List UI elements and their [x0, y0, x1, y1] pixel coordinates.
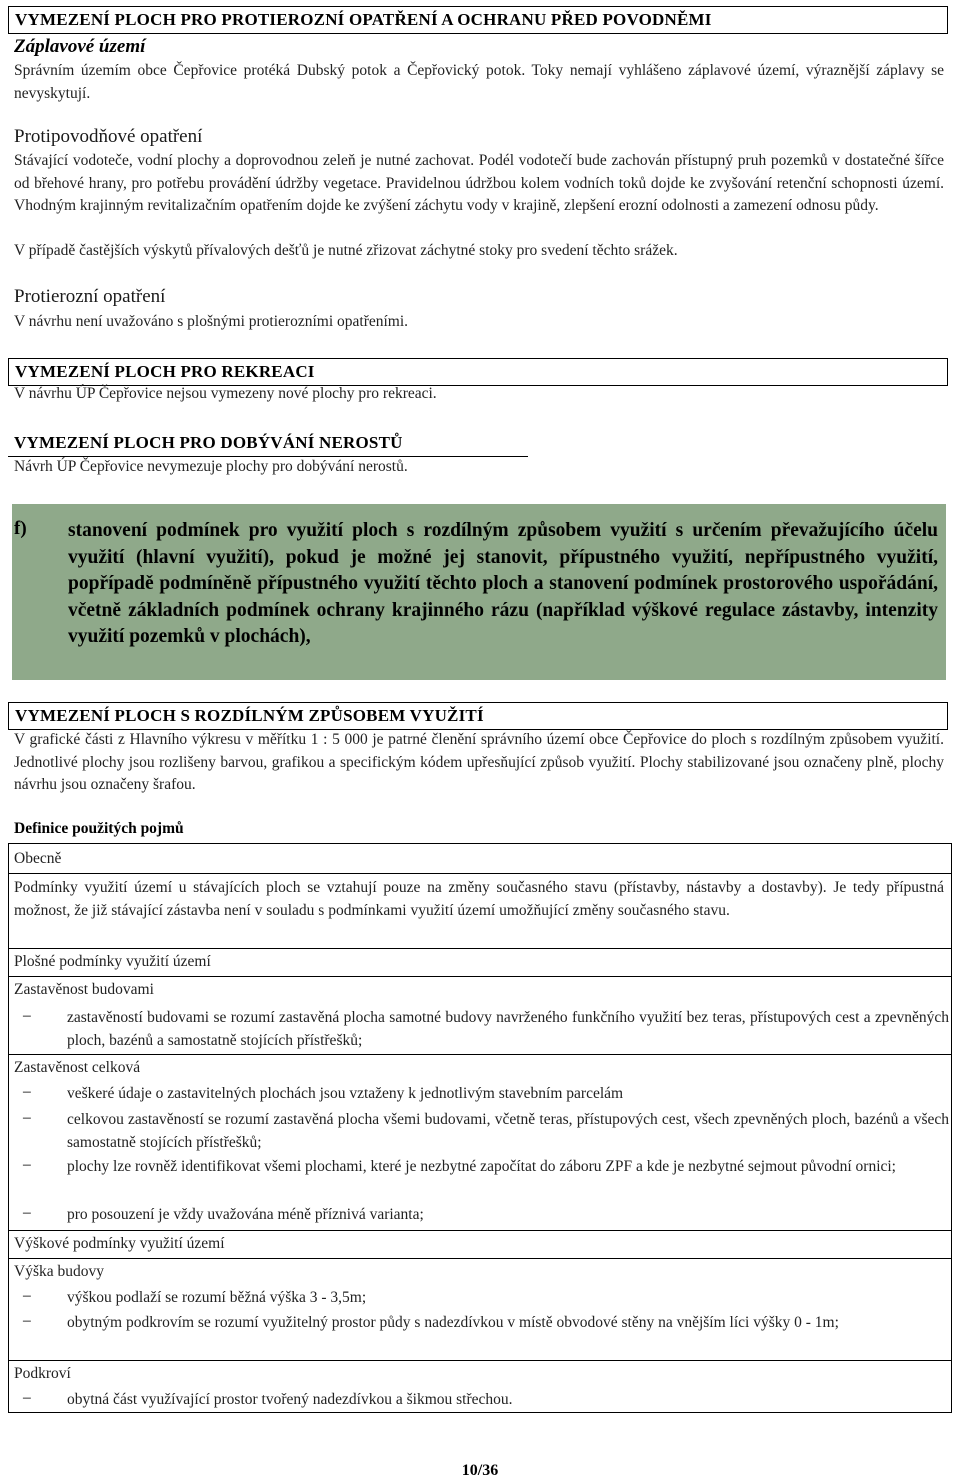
item-zastavenost-celkova: plochy lze rovněž identifikovat všemi plochami, které je nezbytné započítat do záboru ZPF a kde je nezbytné sejmout původní ornici;: [67, 1158, 896, 1175]
divider: [9, 873, 951, 874]
bullet-dash: –: [23, 1389, 31, 1406]
section-f-text: stanovení podmínek pro využití ploch s rozdílným způsobem využití s určením převažujícího účelu využití (hlavní využití), pokud je možné jej stanovit, přípustného využití, nepřípustného využití, popřípadě podmíněně přípustného využití těchto ploch a stanovení podmínek prostorového uspořádání, včetně základních podmínek ochrany krajinného rázu (například výškové regulace zástavby, intenzity využití pozemků v plochách),: [68, 520, 938, 647]
title-zaplavove: Záplavové území: [14, 36, 146, 57]
divider: [9, 1230, 951, 1231]
definitions-table: [8, 843, 952, 1413]
section-f-mark: f): [14, 518, 27, 539]
label-vyskove: Výškové podmínky využití území: [14, 1235, 225, 1252]
bullet-dash: –: [23, 1204, 31, 1221]
divider: [9, 1360, 951, 1361]
bullet-dash: –: [23, 1312, 31, 1329]
label-obecne: Obecně: [14, 850, 62, 867]
item-vyska: obytným podkrovím se rozumí využitelný prostor půdy s nadezdívkou v místě obvodové stěny na vnějším líci výšky 0 - 1m;: [67, 1314, 839, 1331]
text-nerosty: Návrh ÚP Čepřovice nevymezuje plochy pro dobývání nerostů.: [14, 458, 408, 475]
text-protipovodnove-2: V případě častějších výskytů přívalových dešťů je nutné zřizovat záchytné stoky pro svedení těchto srážek.: [14, 242, 678, 259]
item-zastavenost-celkova: veškeré údaje o zastavitelných plochách jsou vztaženy k jednotlivým stavebním parcelám: [67, 1085, 624, 1102]
text-rekreace: V návrhu ÚP Čepřovice nejsou vymezeny nové plochy pro rekreaci.: [14, 385, 437, 402]
label-podkrovi: Podkroví: [14, 1365, 71, 1382]
text-obecne: Podmínky využití území u stávajících ploch se vztahují pouze na změny současného stavu (přístavby, nástavby a dostavby). Je tedy přípustná možnost, že již stávající zástavba není v souladu s podmínkami využití území umožňující změny současného stavu.: [14, 879, 944, 919]
heading-rozdilny: VYMEZENÍ PLOCH S ROZDÍLNÝM ZPŮSOBEM VYUŽITÍ: [8, 702, 948, 730]
text-protipovodnove-1: Stávající vodoteče, vodní plochy a doprovodnou zeleň je nutné zachovat. Podél vodotečí bude zachován přístupný pruh pozemků v dostatečné šířce od břehové hrany, pro potřebu provádění údržby vegetace. Pravidelnou údržbou kolem vodních toků dojde ke zvyšování retenční schopnosti území. Vhodným krajinným revitalizačním opatřením dojde ke zvýšení záchytu vody v krajině, zlepšení erozní odolnosti a zamezení odnosu půdy.: [14, 152, 944, 214]
divider: [9, 976, 951, 977]
label-zastavenost-budovami: Zastavěnost budovami: [14, 981, 154, 998]
bullet-dash: –: [23, 1007, 31, 1024]
title-protierozni: Protierozní opatření: [14, 286, 166, 307]
label-plosne: Plošné podmínky využití území: [14, 953, 211, 970]
page-number: 10/36: [461, 1462, 499, 1479]
bullet-dash: –: [23, 1109, 31, 1126]
definitions-title: Definice použitých pojmů: [14, 820, 184, 837]
label-vyska-budovy: Výška budovy: [14, 1263, 104, 1280]
bullet-dash: –: [23, 1083, 31, 1100]
divider: [9, 1258, 951, 1259]
title-protipovodnove: Protipovodňové opatření: [14, 126, 203, 147]
bullet-dash: –: [23, 1156, 31, 1173]
text-zaplavove: Správním územím obce Čepřovice protéká Dubský potok a Čepřovický potok. Toky nemají vyhlášeno záplavové území, výraznější záplavy se nevyskytují.: [14, 62, 944, 102]
divider: [9, 948, 951, 949]
heading-protierozni: VYMEZENÍ PLOCH PRO PROTIEROZNÍ OPATŘENÍ A OCHRANU PŘED POVODNĚMI: [8, 6, 948, 34]
item-zastavenost-budovami: zastavěností budovami se rozumí zastavěná plocha samotné budovy navrženého funkčního využití bez teras, přístupových cest a zpevněných ploch, bazénů a samostatně stojících přístřešků;: [67, 1009, 949, 1049]
section-f-box: [12, 504, 946, 680]
item-zastavenost-celkova: celkovou zastavěností se rozumí zastavěná plocha všemi budovami, včetně teras, přístupových cest, všech zpevněných ploch, bazénů a všech samostatně stojících přístřešků;: [67, 1111, 949, 1151]
heading-rekreace: VYMEZENÍ PLOCH PRO REKREACI: [8, 358, 948, 386]
text-rozdilny: V grafické části z Hlavního výkresu v měřítku 1 : 5 000 je patrné členění správního území obce Čepřovice do ploch s rozdílným způsobem využití. Jednotlivé plochy jsou rozlišeny barvou, grafikou a specifickým kódem upřesňující způsob využití. Plochy stabilizované jsou označeny plně, plochy návrhu jsou označeny šrafou.: [14, 731, 944, 793]
heading-nerosty: VYMEZENÍ PLOCH PRO DOBÝVÁNÍ NEROSTŮ: [8, 430, 528, 457]
bullet-dash: –: [23, 1287, 31, 1304]
item-podkrovi: obytná část využívající prostor tvořený nadezdívkou a šikmou střechou.: [67, 1391, 513, 1408]
item-vyska: výškou podlaží se rozumí běžná výška 3 - 3,5m;: [67, 1289, 367, 1306]
item-zastavenost-celkova: pro posouzení je vždy uvažována méně příznivá varianta;: [67, 1206, 424, 1223]
text-protierozni: V návrhu není uvažováno s plošnými protierozními opatřeními.: [14, 313, 409, 330]
divider: [9, 1054, 951, 1055]
label-zastavenost-celkova: Zastavěnost celková: [14, 1059, 141, 1076]
